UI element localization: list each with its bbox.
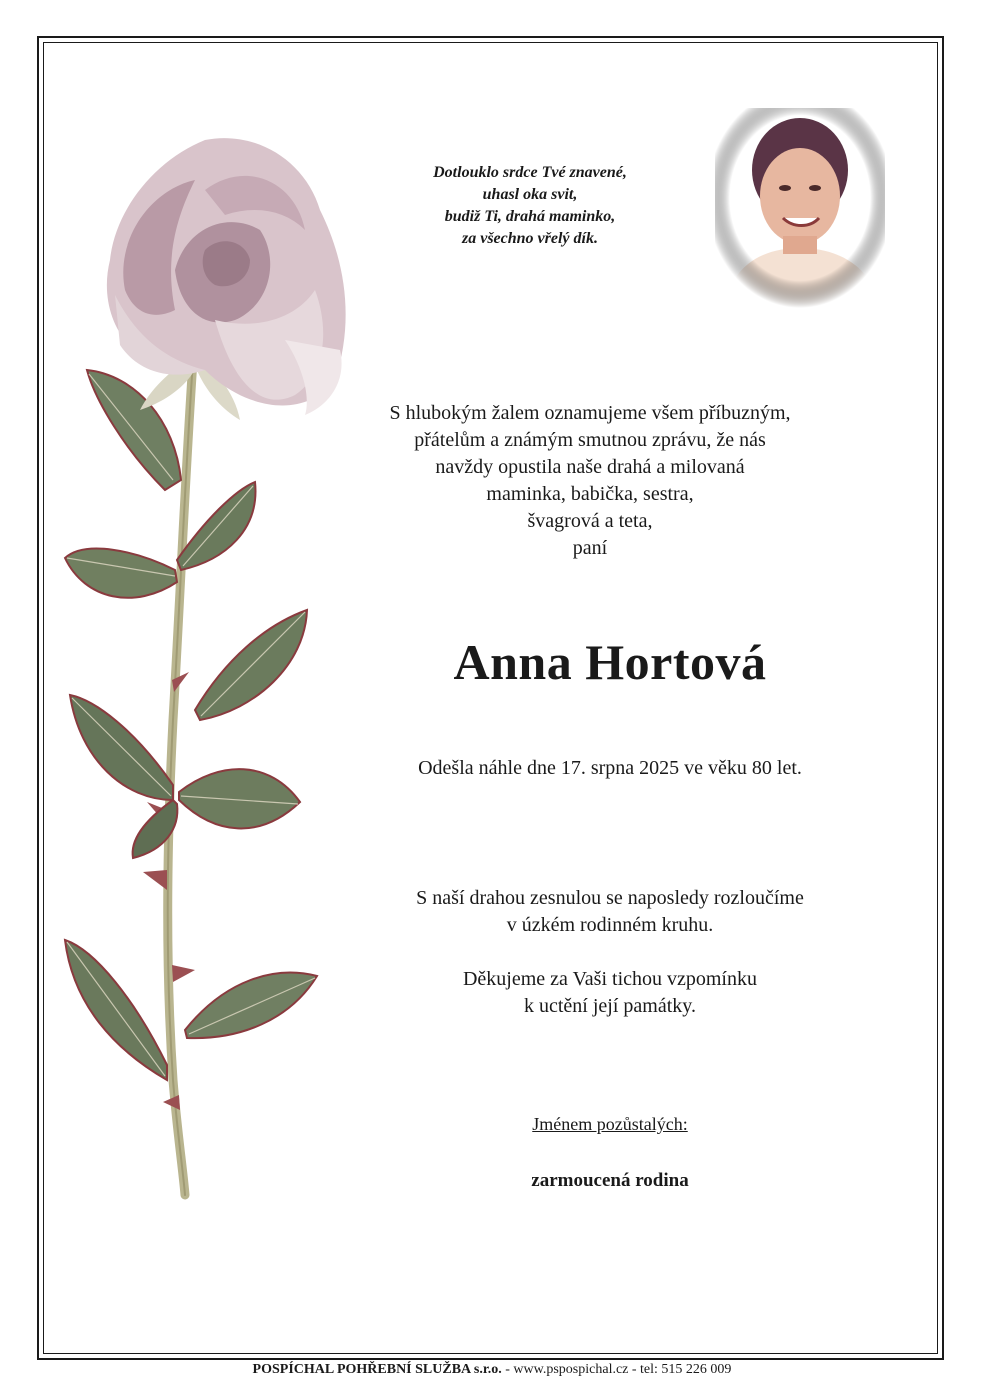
signature: zarmoucená rodina: [531, 1170, 689, 1191]
on-behalf-label: Jménem pozůstalých:: [532, 1114, 688, 1134]
verse-line: budiž Ti, drahá maminko,: [444, 208, 616, 225]
rose-bloom: [107, 138, 346, 415]
farewell-line: v úzkém rodinném kruhu.: [506, 914, 714, 936]
thanks-line: Děkujeme za Vaši tichou vzpomínku: [462, 968, 757, 990]
footer: [0, 1361, 984, 1379]
announcement-line: maminka, babička, sestra,: [486, 483, 694, 505]
announcement-line: paní: [572, 537, 608, 559]
thanks-line: k uctění její památky.: [524, 995, 696, 1017]
portrait-photo: [715, 108, 885, 308]
on-behalf-heading: [330, 1112, 890, 1136]
thorn: [172, 965, 195, 982]
announcement: [340, 400, 840, 562]
thorn: [143, 870, 167, 890]
thanks: [330, 966, 890, 1020]
leaf: [185, 973, 317, 1039]
verse-line: uhasl oka svit,: [482, 186, 578, 203]
verse: [395, 162, 665, 250]
leaf: [195, 610, 307, 720]
leaf: [70, 695, 173, 800]
announcement-line: přátelům a známým smutnou zprávu, že nás: [414, 429, 766, 451]
rose-illustration: [55, 120, 375, 1200]
announcement-line: navždy opustila naše drahá a milovaná: [435, 456, 745, 478]
footer-contact: - www.pspospichal.cz - tel: 515 226 009: [501, 1362, 732, 1377]
announcement-line: švagrová a teta,: [527, 510, 653, 532]
leaf: [65, 940, 167, 1080]
leaf: [179, 769, 300, 828]
verse-line: Dotlouklo srdce Tvé znavené,: [433, 164, 627, 181]
verse-line: za všechno vřelý dík.: [462, 230, 598, 247]
farewell-line: S naší drahou zesnulou se naposledy rozloučíme: [416, 887, 804, 909]
death-notice: Odešla náhle dne 17. srpna 2025 ve věku 80 let.: [418, 757, 802, 779]
deceased-name: Anna Hortová: [453, 634, 767, 690]
farewell: [330, 885, 890, 939]
announcement-line: S hlubokým žalem oznamujeme všem příbuzným,: [389, 402, 791, 424]
leaf: [65, 549, 177, 598]
footer-company: POSPÍCHAL POHŘEBNÍ SLUŽBA s.r.o.: [252, 1362, 502, 1377]
